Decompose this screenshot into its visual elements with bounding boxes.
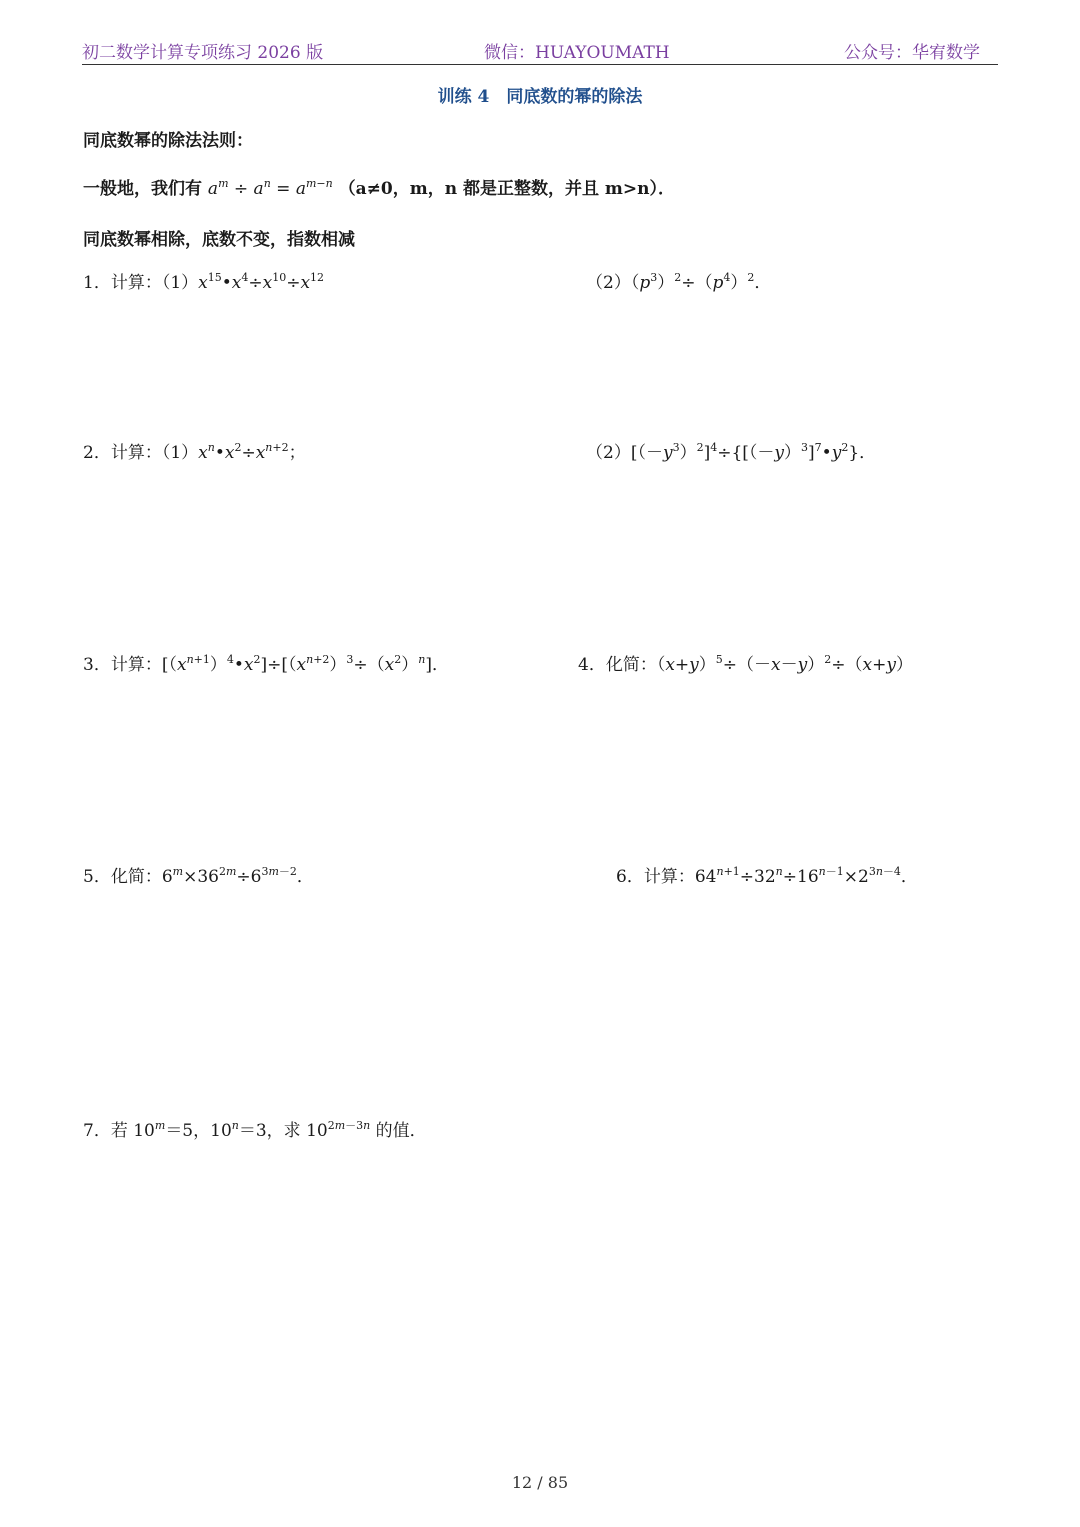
problem-5-label: 5．化简：: [83, 867, 162, 887]
problem-1-label: 1．计算：（1）: [83, 273, 199, 293]
problem-2-label: 2．计算：（1）: [83, 443, 199, 463]
header-left: 初二数学计算专项练习 2026 版: [82, 43, 324, 63]
problem-4-label: 4．化简：: [578, 655, 657, 675]
problem-7-tail: 的值．: [375, 1121, 427, 1141]
problem-2-part-2: $(2)[(-y^3)^2]^4\div\{[(-y)^3]^7•y^2\}$．: [586, 441, 877, 463]
page-number: 12 / 85: [511, 1473, 569, 1492]
header-center: 微信：HUAYOUMATH: [484, 43, 670, 63]
problem-4: 4．化简：$(x+y)^5\div(-x-y)^2\div(x+y)$: [578, 653, 913, 675]
rule-general-prefix: 一般地，我们有: [83, 179, 202, 199]
problem-1-part-1: 1．计算：$(1)x^{15}•x^4\div x^{10}\div x^{12}$: [83, 271, 325, 293]
rule-general: [83, 174, 675, 199]
problem-3: 3．计算：$[(x^{n+1})^4•x^2]\div[(x^{n+2})^3\div(x^2)^n]$．: [83, 653, 449, 675]
section-title: 训练 4 同底数的幂的除法: [437, 87, 643, 107]
header-right: 公众号：华宥数学: [844, 43, 980, 63]
problem-7-label: 7．若: [83, 1121, 134, 1141]
problem-2-part-1: 2．计算：$(1)x^n•x^2\div x^{n+2}$；: [83, 441, 306, 463]
rule-general-suffix: （a≠0，m，n 都是正整数，并且 m>n）．: [338, 179, 675, 199]
problem-1-part-2-label: （2）: [586, 273, 631, 293]
rule-heading: 同底数幂的除法法则：: [83, 131, 253, 151]
page-header: [82, 36, 998, 65]
problem-3-label: 3．计算：: [83, 655, 162, 675]
problem-5: 5．化简：$6^m\times 36^{2m}\div 6^{3m-2}$．: [83, 865, 314, 887]
problem-7: 7．若 $10^m=5$，$10^n=3$，求 $10^{2m-3n}$ 的值．: [83, 1119, 427, 1141]
problem-2-part-2-label: （2）: [586, 443, 631, 463]
rule-summary: 同底数幂相除，底数不变，指数相减: [83, 230, 355, 250]
problem-6-label: 6．计算：: [616, 867, 695, 887]
rule-formula: $a^m \div a^n = a^{m-n}$: [207, 177, 333, 199]
problem-1-part-2: $(2)(p^3)^2\div(p^4)^2$．: [586, 271, 772, 293]
problem-6: 6．计算：$64^{n+1}\div 32^n\div 16^{n-1}\times 2^{3n-4}$．: [616, 865, 918, 887]
